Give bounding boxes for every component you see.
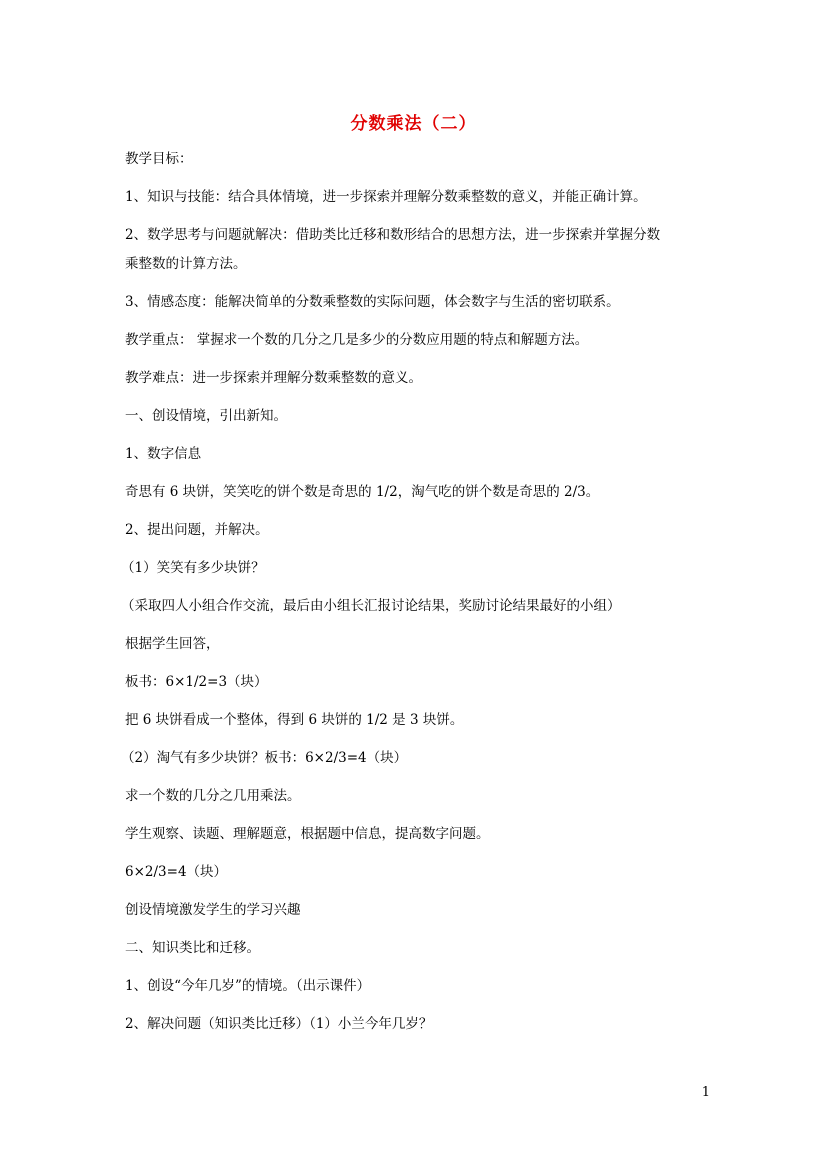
paragraph-age-question: 2、解决问题（知识类比迁移）（1）小兰今年几岁？: [125, 1016, 433, 1032]
paragraph-key-point: 教学重点： 掌握求一个数的几分之几是多少的分数应用题的特点和解题方法。: [125, 332, 589, 348]
paragraph-objective-2-line2: 乘整数的计算方法。: [125, 256, 247, 272]
paragraph-interest: 创设情境激发学生的学习兴趣: [125, 902, 301, 918]
document-body: [121, 150, 710, 1053]
paragraph-student-activity: 学生观察、读题、理解题意，根据题中信息，提高数字问题。: [125, 826, 490, 842]
paragraph-board-1: 板书：6×1/2=3（块）: [125, 674, 268, 690]
paragraph-objective-3: 3、情感态度：能解决简单的分数乘整数的实际问题，体会数字与生活的密切联系。: [125, 294, 620, 310]
paragraph-problem-heading: 2、提出问题，并解决。: [125, 522, 269, 538]
paragraph-objective-1: 1、知识与技能：结合具体情境，进一步探索并理解分数乘整数的意义，并能正确计算。: [125, 189, 647, 205]
section-heading-1: 一、创设情境，引出新知。: [125, 408, 287, 424]
paragraph-question-2: （2）淘气有多少块饼？板书：6×2/3=4（块）: [121, 750, 408, 766]
paragraph-formula: 6×2/3=4（块）: [125, 864, 228, 880]
paragraph-group-note: （采取四人小组合作交流，最后由小组长汇报讨论结果，奖励讨论结果最好的小组）: [121, 598, 621, 614]
page-number: 1: [701, 1085, 710, 1100]
section-heading-2: 二、知识类比和迁移。: [125, 940, 260, 956]
paragraph-difficulty: 教学难点：进一步探索并理解分数乘整数的意义。: [125, 370, 422, 386]
paragraph-question-1: （1）笑笑有多少块饼？: [121, 560, 265, 576]
paragraph-explanation: 把 6 块饼看成一个整体，得到 6 块饼的 1/2 是 3 块饼。: [125, 712, 464, 728]
document-title: 分数乘法（二）: [350, 114, 477, 134]
paragraph-rule: 求一个数的几分之几用乘法。: [125, 788, 301, 804]
paragraph-objective-2-line1: 2、数学思考与问题就解决：借助类比迁移和数形结合的思想方法，进一步探索并掌握分数: [125, 227, 661, 243]
paragraph-objectives-heading: 教学目标：: [125, 151, 193, 167]
paragraph-student-answer: 根据学生回答，: [125, 636, 220, 652]
paragraph-info-heading: 1、数字信息: [125, 446, 202, 462]
paragraph-info: 奇思有 6 块饼，笑笑吃的饼个数是奇思的 1/2，淘气吃的饼个数是奇思的 2/3。: [125, 484, 600, 500]
paragraph-age-context: 1、创设“今年几岁”的情境。（出示课件）: [125, 978, 371, 994]
